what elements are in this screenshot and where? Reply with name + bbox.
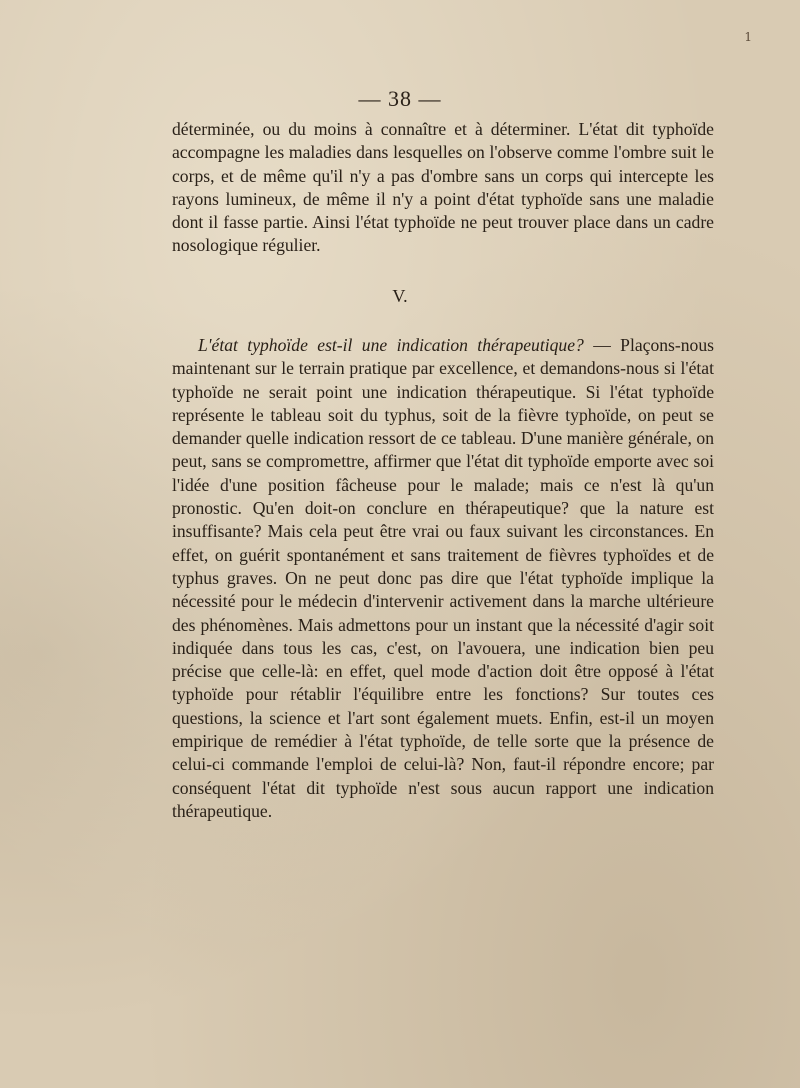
- paragraph-2-lead: L'état typhoïde est-il une indication thérapeutique?: [198, 335, 584, 355]
- page-number: — 38 —: [358, 86, 442, 111]
- section-heading: V.: [392, 286, 408, 306]
- paragraph-2-body: — Plaçons-nous maintenant sur le terrain pratique par excellence, et demandons-nous si l'état typhoïde ne serait point une indication thérapeutique. Si l'état typhoïde représente le tableau soit du typhus, soit de la fièvre typhoïde, on peut se demander quelle indication ressort de ce tableau. D'une manière générale, on peut, sans se compromettre, affirmer que l'état dit typhoïde emporte avec soi l'idée d'une position fâcheuse pour le malade; mais ce n'est là qu'un pronostic. Qu'en doit-on conclure en thérapeutique? que la nature est insuffisante? Mais cela peut être vrai ou faux suivant les circonstances. En effet, on guérit spontanément et sans traitement de fièvres typhoïdes et de typhus graves. On ne peut donc pas dire que l'état typhoïde implique la nécessité pour le médecin d'intervenir activement dans la marche ultérieure des phénomènes. Mais admettons pour un instant que la nécessité d'agir soit indiquée dans tous les cas, c'est, on l'avouera, une indication bien peu précise que celle-là: en effet, quel mode d'action doit être opposé à l'état typhoïde pour rétablir l'équilibre entre les fonctions? Sur toutes ces questions, la science et l'art sont également muets. Enfin, est-il un moyen empirique de remédier à l'état typhoïde, de telle sorte que la présence de celui-ci commande l'emploi de celui-là? Non, faut-il répondre encore; par conséquent l'état dit typhoïde n'est sous aucun rapport une indication thérapeutique.: [172, 335, 714, 821]
- corner-mark: 1: [744, 30, 752, 44]
- paragraph-2: [172, 334, 714, 823]
- paragraph-1: déterminée, ou du moins à connaître et à déterminer. L'état dit typhoïde accompagne les maladies dans lesquelles on l'observe comme l'ombre suit le corps, et de même qu'il n'y a pas d'ombre sans un corps qui intercepte les rayons lumineux, de même il n'y a point d'état typhoïde sans une maladie dont il fasse partie. Ainsi l'état typhoïde ne peut trouver place dans un cadre nosologique régulier.: [172, 119, 714, 256]
